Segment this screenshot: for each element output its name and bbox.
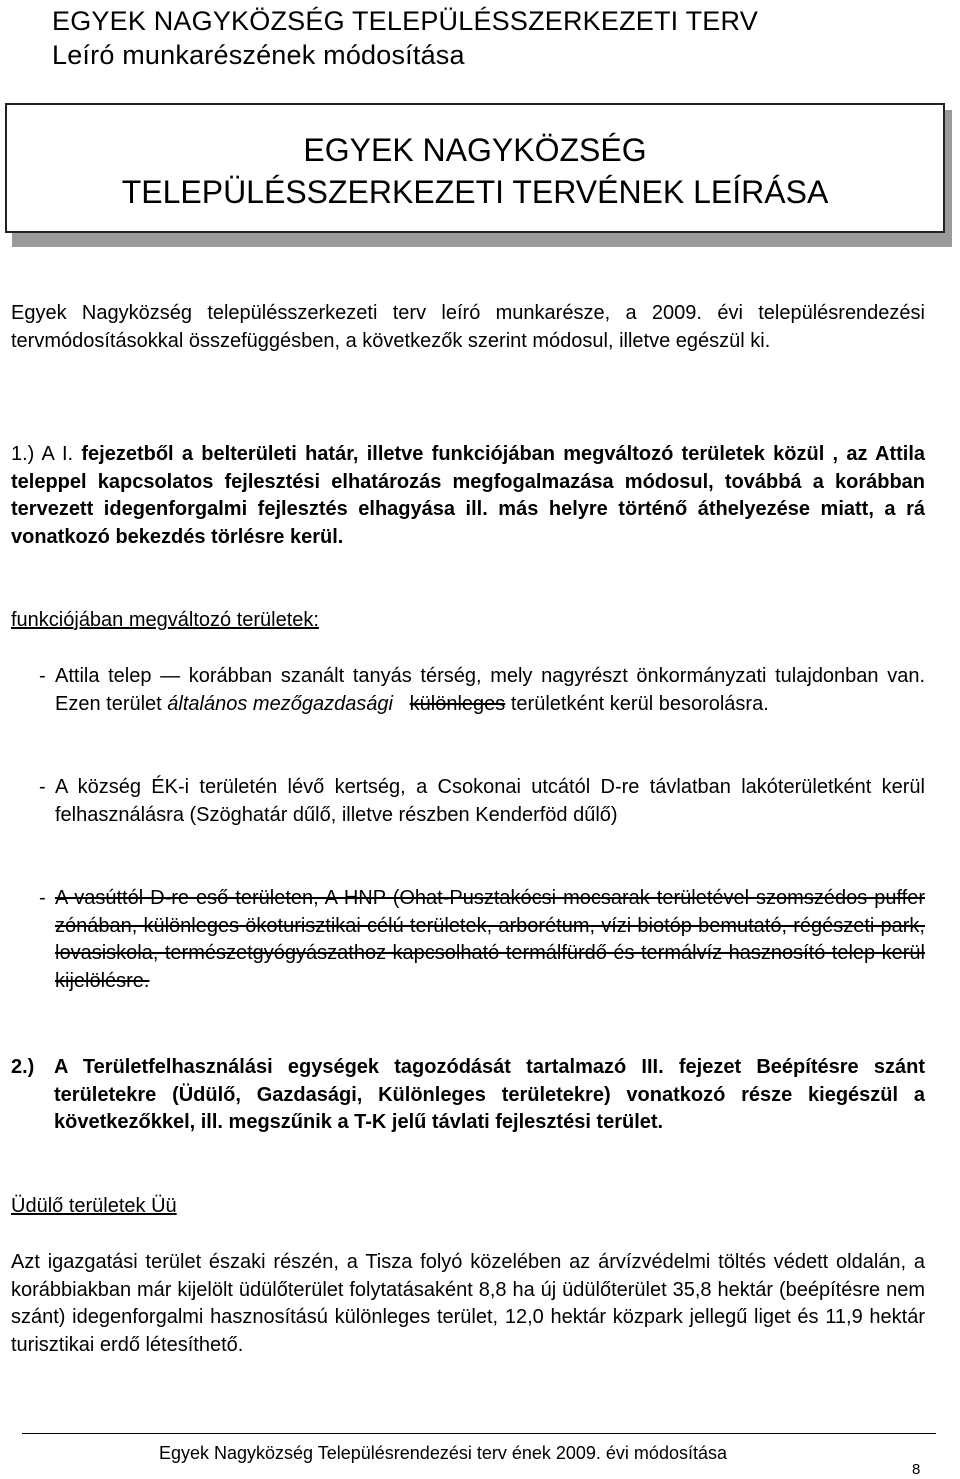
list-item-kertseg (39, 774, 925, 829)
item2-text: A község ÉK-i területén lévő kertség, a Csokonai utcától D-re távlatban lakóterületként kerül felhasználásra (Szöghatár dűlő, illetve részben Kenderföd dűlő) (55, 776, 925, 826)
header-title-line2: Leíró munkarészének módosítása (52, 40, 465, 70)
list-dash: - (39, 776, 46, 798)
intro-paragraph: Egyek Nagyközség településszerkezeti terv leíró munkarésze, a 2009. évi településrendezési tervmódosításokkal összefüggésben, a következők szerint módosul, illetve egészül ki. (11, 302, 925, 352)
item1-struck-text: különleges (409, 692, 506, 715)
subheading-udulo (11, 1193, 925, 1221)
list-item-body (55, 663, 925, 718)
udulo-paragraph: Azt igazgatási terület északi részén, a Tisza folyó közelében az árvízvédelmi töltés védett oldalán, a korábbiakban már kijelölt üdülőterület folytatásaként 8,8 ha új üdülőterület 35,8 hektár (beépítésre nem szánt) idegenforgalmi hasznosítású különleges terület, 12,0 hektár közpark jellegű liget és 11,9 hektár turisztikai erdő létesíthető. (11, 1251, 925, 1356)
page-number: 8 (912, 1461, 921, 1478)
subheading2-text: Üdülő területek Üü (11, 1195, 177, 1217)
item3-struck-text: A vasúttól D-re eső területen, A HNP (Ohat-Pusztakócsi mocsarak területével szomszédos puffer zónában, különleges ökoturisztikai célú területek, arborétum, vízi biotóp bemutató, régészeti park, lovasiskola, természetgyógyászathoz kapcsolható termálfürdő és termálvíz hasznosító telep kerül kijelölésre. (55, 887, 925, 992)
footer-divider (22, 1433, 936, 1434)
title-box-line2: TELEPÜLÉSSZERKEZETI TERVÉNEK LEÍRÁSA (121, 174, 829, 210)
item3-body (55, 885, 925, 995)
footer-text: Egyek Nagyközség Településrendezési terv ének 2009. évi módosítása (158, 1443, 727, 1463)
subheading1-text: funkciójában megváltozó területek: (11, 609, 319, 631)
title-box (5, 103, 945, 233)
item1-text-part1: Attila telep — korábban szanált tanyás térség, mely nagyrészt önkormányzati tulajdonban van. Ezen terület (55, 665, 925, 715)
list-item-deleted (39, 885, 925, 995)
title-box-line1: EGYEK NAGYKÖZSÉG (303, 132, 647, 168)
section2-label: 2.) (11, 1056, 35, 1078)
item1-text-part2: területként kerül besorolásra. (505, 692, 769, 715)
section1-text: fejezetből a belterületi határ, illetve funkciójában megváltozó területek közül , az Attila teleppel kapcsolatos fejlesztési elhatározás megfogalmazása módosul, továbbá a korábban tervezett idegenforgalmi fejlesztés elhagyása ill. más helyre történő áthelyezése miatt, a rá vonatkozó bekezdés törlésre kerül. (11, 443, 926, 548)
list-dash: - (39, 665, 46, 687)
list-dash: - (39, 887, 46, 909)
list-item-attila-telep (39, 663, 925, 718)
header-title-line1: EGYEK NAGYKÖZSÉG TELEPÜLÉSSZERKEZETI TERV (52, 6, 758, 36)
subheading-functional-change (11, 607, 925, 635)
section1-paragraph (11, 441, 925, 551)
item1-italic-text: általános mezőgazdasági (167, 692, 393, 715)
document-header (52, 4, 758, 72)
section1-label: 1.) A I. (11, 443, 74, 465)
section2-paragraph (11, 1054, 925, 1137)
section2-text: A Területfelhasználási egységek tagozódását tartalmazó III. fejezet Beépítésre szánt területekre (Üdülő, Gazdasági, Különleges területekre) vonatkozó része kiegészül a következőkkel, ill. megszűnik a T-K jelű távlati fejlesztési terület. (54, 1056, 925, 1133)
